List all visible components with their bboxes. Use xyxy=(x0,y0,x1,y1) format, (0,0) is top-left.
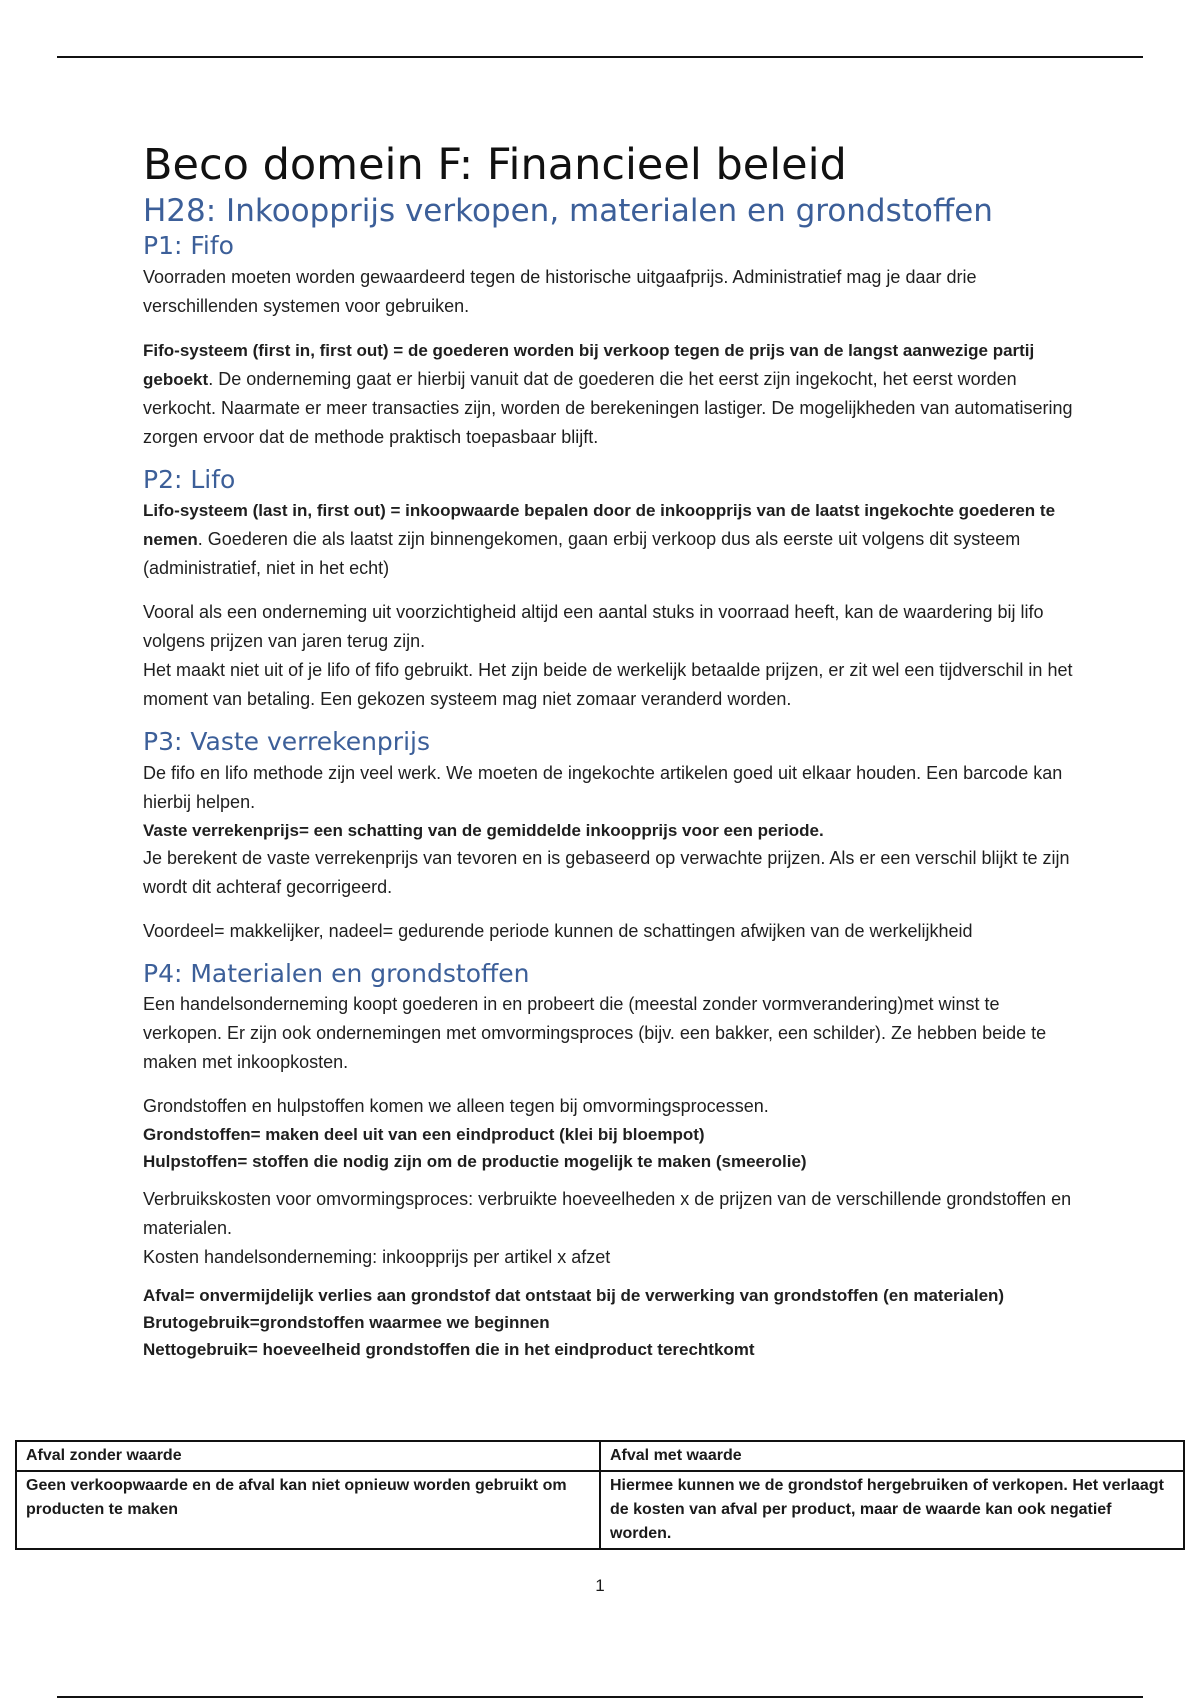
section-heading-p2: P2: Lifo xyxy=(143,464,236,494)
table-cell: Hiermee kunnen we de grondstof hergebruiken of verkopen. Het verlaagt de kosten van afval per product, maar de waarde kan ook negatief worden. xyxy=(600,1471,1184,1549)
page-number: 1 xyxy=(595,1576,605,1595)
section-heading-p4: P4: Materialen en grondstoffen xyxy=(143,958,530,988)
section-heading-p1: P1: Fifo xyxy=(143,231,234,261)
p3-paragraph-3: Voordeel= makkelijker, nadeel= gedurende periode kunnen de schattingen afwijken van de werkelijkheid xyxy=(143,920,973,941)
p3-paragraph-2: Je berekent de vaste verrekenprijs van tevoren en is gebaseerd op verwachte prijzen. Als er een verschil blijkt te zijn wordt dit achteraf gecorrigeerd. xyxy=(143,847,1070,897)
lifo-definition-rest: . Goederen die als laatst zijn binnengekomen, gaan erbij verkoop dus als eerste uit volgens dit systeem (administratief, niet in het echt) xyxy=(143,529,1021,579)
fifo-definition-bold: Fifo-systeem (first in, first out) = de goederen worden bij verkoop tegen de prijs van de langst aanwezige partij geboekt xyxy=(143,340,1035,389)
afval-table xyxy=(15,1440,1185,1550)
p4-paragraph-1: Een handelsonderneming koopt goederen in en probeert die (meestal zonder vormverandering)met winst te verkopen. Er zijn ook ondernemingen met omvormingsproces (bijv. een bakker, een schilder). Ze hebben beide te maken met inkoopkosten. xyxy=(143,994,1047,1073)
footer-rule xyxy=(57,1696,1143,1698)
table-header-cell: Afval zonder waarde xyxy=(16,1441,600,1471)
table-header-row xyxy=(16,1441,1184,1471)
section-heading-p3: P3: Vaste verrekenprijs xyxy=(143,727,430,757)
p2-lifo-definition xyxy=(143,496,1073,583)
p2-paragraph-3: Het maakt niet uit of je lifo of fifo gebruikt. Het zijn beide de werkelijk betaalde prijzen, er zit wel een tijdverschil in het moment van betaling. Een gekozen systeem mag niet zomaar veranderd worden. xyxy=(143,660,1073,710)
table-header-cell: Afval met waarde xyxy=(600,1441,1184,1471)
p4-definition-nettogebruik: Nettogebruik= hoeveelheid grondstoffen die in het eindproduct terechtkomt xyxy=(143,1340,755,1360)
header-rule xyxy=(57,56,1143,58)
page-content xyxy=(143,140,1073,1363)
p1-fifo-definition xyxy=(143,336,1073,452)
p4-definition-grondstoffen: Grondstoffen= maken deel uit van een eindproduct (klei bij bloempot) xyxy=(143,1125,705,1145)
p2-paragraph-2: Vooral als een onderneming uit voorzichtigheid altijd een aantal stuks in voorraad heeft, kan de waardering bij lifo volgens prijzen van jaren terug zijn. xyxy=(143,602,1044,652)
document-title: Beco domein F: Financieel beleid xyxy=(143,140,847,190)
table-cell: Geen verkoopwaarde en de afval kan niet opnieuw worden gebruikt om producten te maken xyxy=(16,1471,600,1549)
p1-intro: Voorraden moeten worden gewaardeerd tegen de historische uitgaafprijs. Administratief mag je daar drie verschillenden systemen voor gebruiken. xyxy=(143,266,977,316)
p4-paragraph-3: Verbruikskosten voor omvormingsproces: verbruikte hoeveelheden x de prijzen van de verschillende grondstoffen en materialen. xyxy=(143,1189,1072,1239)
p3-definition: Vaste verrekenprijs= een schatting van de gemiddelde inkoopprijs voor een periode. xyxy=(143,820,824,840)
p4-paragraph-4: Kosten handelsonderneming: inkoopprijs per artikel x afzet xyxy=(143,1247,611,1268)
chapter-heading: H28: Inkoopprijs verkopen, materialen en grondstoffen xyxy=(143,192,993,229)
table-row xyxy=(16,1471,1184,1549)
p4-definition-afval: Afval= onvermijdelijk verlies aan grondstof dat ontstaat bij de verwerking van grondstoffen (en materialen) xyxy=(143,1286,1005,1306)
p3-paragraph-1: De fifo en lifo methode zijn veel werk. We moeten de ingekochte artikelen goed uit elkaar houden. Een barcode kan hierbij helpen. xyxy=(143,762,1063,812)
p4-definition-hulpstoffen: Hulpstoffen= stoffen die nodig zijn om de productie mogelijk te maken (smeerolie) xyxy=(143,1152,807,1172)
lifo-definition-bold: Lifo-systeem (last in, first out) = inkoopwaarde bepalen door de inkoopprijs van de laatst ingekochte goederen te nemen xyxy=(143,501,1056,550)
p4-definition-brutogebruik: Brutogebruik=grondstoffen waarmee we beginnen xyxy=(143,1313,550,1333)
fifo-definition-rest: . De onderneming gaat er hierbij vanuit dat de goederen die het eerst zijn ingekocht, het eerst worden verkocht. Naarmate er meer transacties zijn, worden de berekeningen lastiger. De mogelijkheden van automatisering zorgen ervoor dat de methode praktisch toepasbaar blijft. xyxy=(143,368,1073,447)
p4-paragraph-2: Grondstoffen en hulpstoffen komen we alleen tegen bij omvormingsprocessen. xyxy=(143,1096,769,1117)
